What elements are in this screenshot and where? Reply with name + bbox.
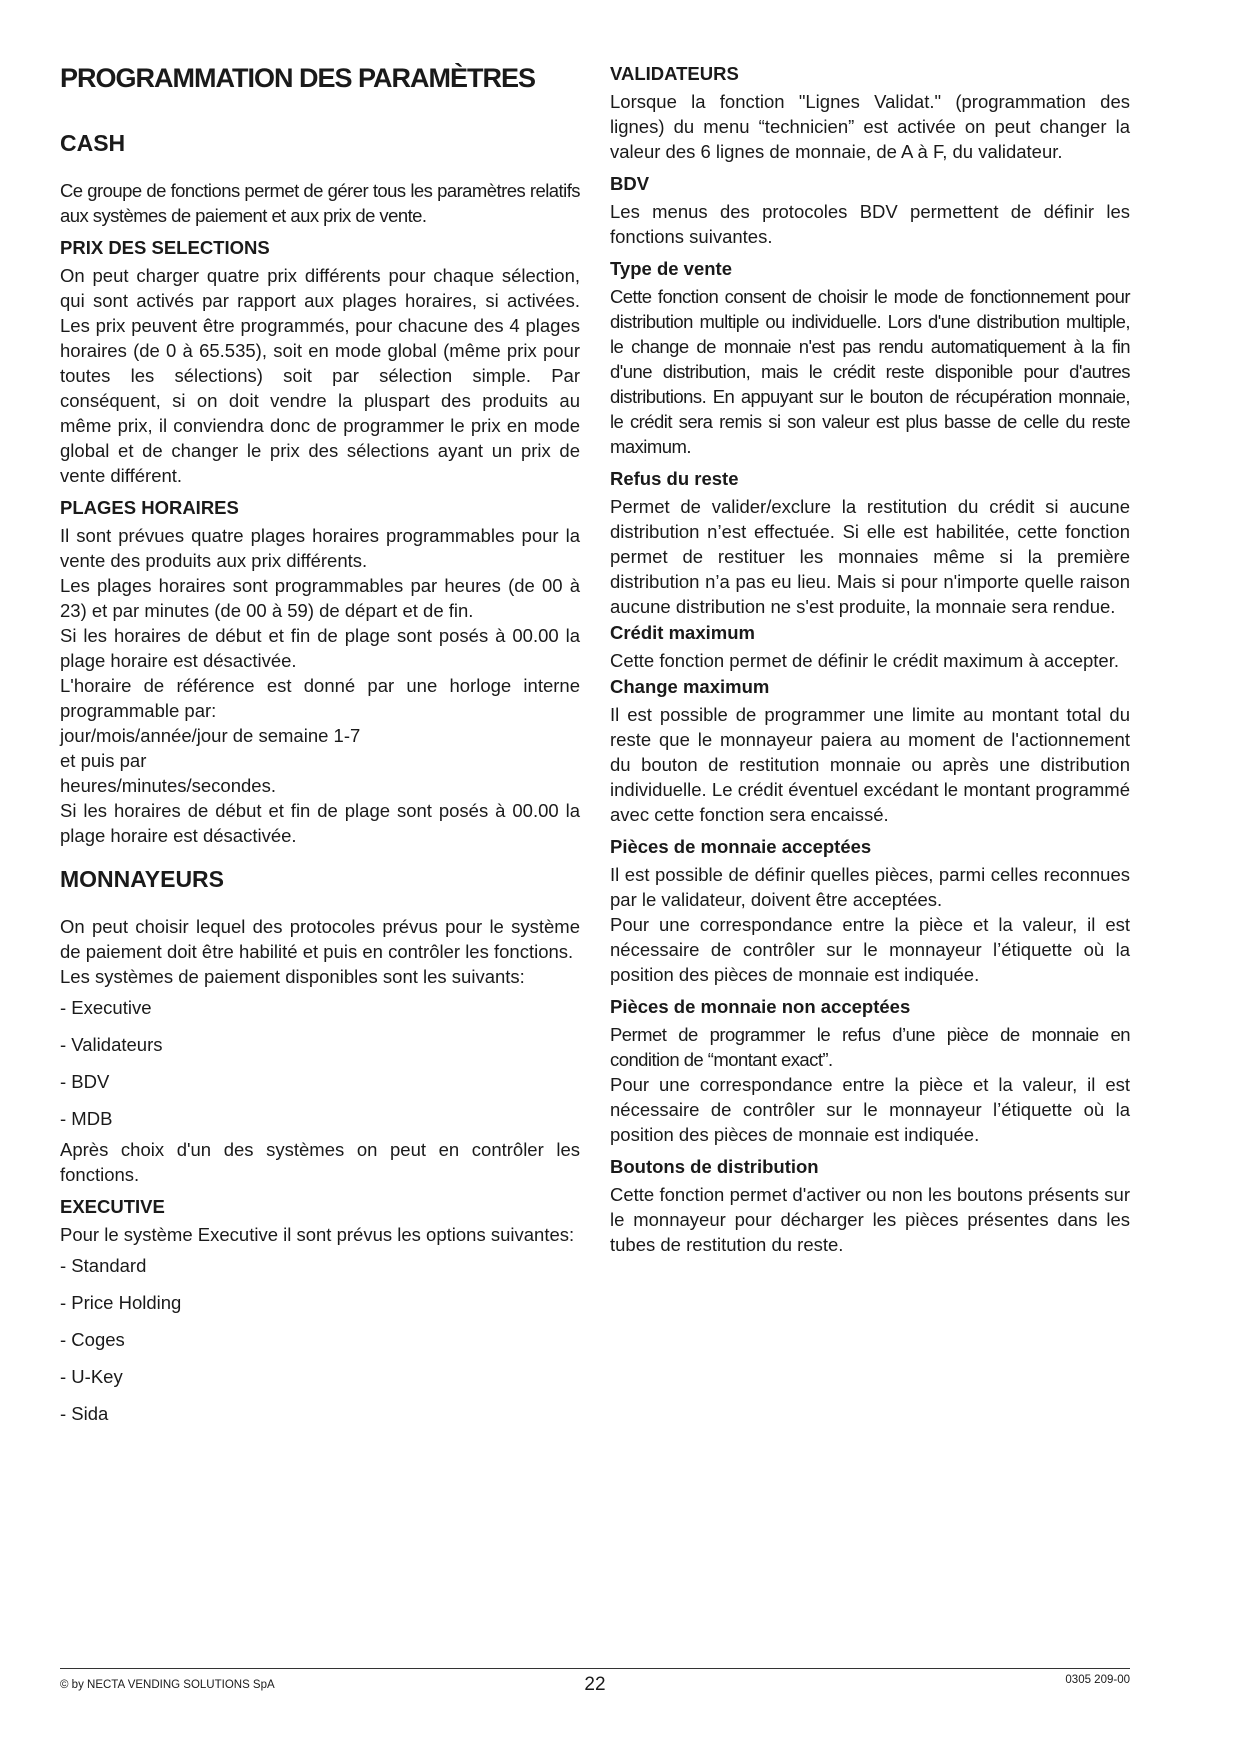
plages-paragraph: Les plages horaires sont programmables par heures (de 00 à 23) et par minutes (de 00 à 59) de départ et de fin. [60, 575, 580, 622]
list-item: - U-Key [60, 1365, 123, 1387]
subsection-title-change: Change maximum [610, 676, 770, 698]
subsection-title-acceptees: Pièces de monnaie acceptées [610, 836, 872, 858]
list-item: - Sida [60, 1402, 109, 1424]
subsection-title-non-acceptees: Pièces de monnaie non acceptées [610, 996, 911, 1018]
cash-intro: Ce groupe de fonctions permet de gérer tous les paramètres relatifs aux systèmes de paiement et aux prix de vente. [60, 179, 580, 226]
subsection-title-credit: Crédit maximum [610, 622, 755, 644]
acceptees-paragraph: Pour une correspondance entre la pièce et la valeur, il est nécessaire de contrôler sur le monnayeur l’étiquette où la position des pièces de monnaie est indiquée. [610, 914, 1130, 986]
list-item: - BDV [60, 1070, 110, 1092]
section-title-monnayeurs: MONNAYEURS [60, 866, 225, 893]
type-vente-text: Cette fonction consent de choisir le mode de fonctionnement pour distribution multiple ou individuelle. Lors d'une distribution multiple, le change de monnaie n'est pas rendu automatiquement à la fin d'une distribution, mais le crédit reste disponible pour d'autres distributions. En appuyant sur le bouton de récupération monnaie, le crédit sera remis si son valeur est plus basse de celle du reste maximum. [610, 286, 1130, 458]
list-item: - Coges [60, 1328, 125, 1350]
bdv-text: Les menus des protocoles BDV permettent de définir les fonctions suivantes. [610, 201, 1130, 248]
page-number: 22 [584, 1674, 606, 1695]
list-item: - Price Holding [60, 1291, 182, 1313]
non-acceptees-paragraph: Pour une correspondance entre la pièce et la valeur, il est nécessaire de contrôler sur le monnayeur l’étiquette où la position des pièces de monnaie est indiquée. [610, 1074, 1130, 1146]
plages-paragraph: jour/mois/année/jour de semaine 1-7 [60, 725, 361, 747]
list-item: - Executive [60, 996, 152, 1018]
subsection-title-refus: Refus du reste [610, 468, 739, 490]
document-code: 0305 209-00 [1065, 1674, 1130, 1686]
subsection-title-bdv: BDV [610, 173, 650, 195]
right-column [610, 62, 1130, 1257]
footer-copyright: © by NECTA VENDING SOLUTIONS SpA [60, 1679, 275, 1691]
change-text: Il est possible de programmer une limite au montant total du reste que le monnayeur paiera au moment de l'actionnement du bouton de restitution monnaie ou après une distribution individuelle. Le crédit éventuel excédant le montant programmé avec cette fonction sera encaissé. [610, 704, 1130, 826]
list-item: - Standard [60, 1254, 147, 1276]
payment-systems-list [60, 995, 580, 1131]
list-item: - MDB [60, 1107, 113, 1129]
monnayeurs-paragraph: Les systèmes de paiement disponibles sont les suivants: [60, 965, 525, 987]
plages-paragraph: Si les horaires de début et fin de plage sont posés à 00.00 la plage horaire est désactivée. [60, 800, 580, 847]
plages-paragraph: L'horaire de référence est donné par une horloge interne programmable par: [60, 675, 580, 722]
subsection-title-prix: PRIX DES SELECTIONS [60, 236, 270, 258]
acceptees-paragraph: Il est possible de définir quelles pièces, parmi celles reconnues par le validateur, doivent être acceptées. [610, 864, 1130, 911]
executive-text: Pour le système Executive il sont prévus les options suivantes: [60, 1223, 575, 1245]
validateurs-text: Lorsque la fonction "Lignes Validat." (programmation des lignes) du menu “technicien” est activée on peut changer la valeur des 6 lignes de monnaie, de A à F, du validateur. [610, 91, 1130, 163]
section-title-cash: CASH [60, 130, 126, 157]
plages-paragraph: et puis par [60, 750, 147, 772]
left-column [60, 62, 580, 1432]
executive-options-list [60, 1253, 580, 1426]
plages-paragraph: Si les horaires de début et fin de plage sont posés à 00.00 la plage horaire est désactivée. [60, 625, 580, 672]
list-item: - Validateurs [60, 1033, 163, 1055]
monnayeurs-paragraph: On peut choisir lequel des protocoles prévus pour le système de paiement doit être habilité et puis en contrôler les fonctions. [60, 915, 580, 962]
subsection-title-type-vente: Type de vente [610, 258, 733, 280]
page-title: PROGRAMMATION DES PARAMÈTRES [60, 63, 536, 93]
credit-text: Cette fonction permet de définir le crédit maximum à accepter. [610, 650, 1119, 672]
plages-paragraph: Il sont prévues quatre plages horaires programmables pour la vente des produits aux prix différents. [60, 525, 580, 572]
monnayeurs-paragraph: Après choix d'un des systèmes on peut en contrôler les fonctions. [60, 1138, 580, 1185]
boutons-text: Cette fonction permet d'activer ou non les boutons présents sur le monnayeur pour décharger les pièces présentes dans les tubes de restitution du reste. [610, 1184, 1130, 1256]
subsection-title-validateurs: VALIDATEURS [610, 63, 739, 84]
non-acceptees-paragraph: Permet de programmer le refus d’une pièce de monnaie en condition de “montant exact”. [610, 1024, 1130, 1071]
subsection-title-executive: EXECUTIVE [60, 1195, 165, 1217]
refus-text: Permet de valider/exclure la restitution du crédit si aucune distribution n’est effectuée. Si elle est habilitée, cette fonction permet de restituer les monnaies même si la première distribution n’a pas eu lieu. Mais si pour n'importe quelle raison aucune distribution ne s'est produite, la monnaie sera rendue. [610, 496, 1130, 618]
prix-text: On peut charger quatre prix différents pour chaque sélection, qui sont activés par rapport aux plages horaires, si activées. Les prix peuvent être programmés, pour chacune des 4 plages horaires (de 0 à 65.535), soit en mode global (même prix pour toutes les sélections) soit par sélection simple. Par conséquent, si on doit vendre la pluspart des produits au même prix, il conviendra donc de programmer le prix en mode global et de changer le prix des sélections ayant un prix de vente différent. [60, 265, 580, 487]
subsection-title-plages: PLAGES HORAIRES [60, 497, 239, 519]
plages-paragraph: heures/minutes/secondes. [60, 775, 276, 797]
footer-divider [60, 1668, 1130, 1669]
subsection-title-boutons: Boutons de distribution [610, 1156, 819, 1178]
